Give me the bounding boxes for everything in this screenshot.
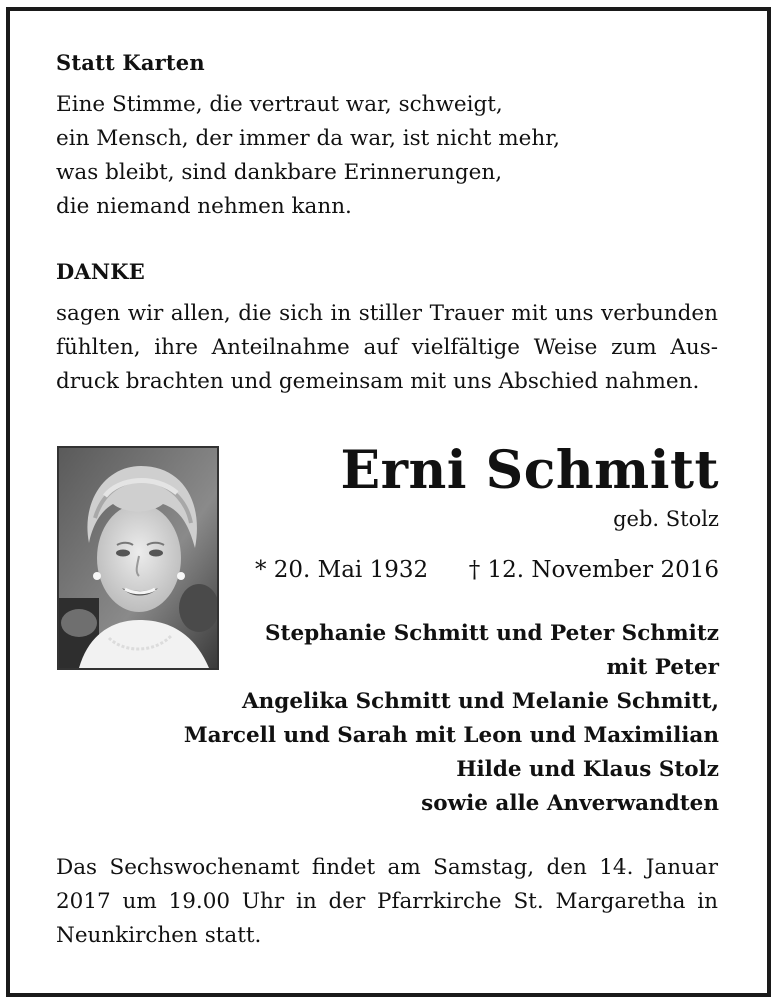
portrait-photo — [57, 446, 219, 670]
thanks-line: sagen wir allen, die sich in stiller Trauer mit uns verbunden — [56, 301, 718, 326]
mourner-line: sowie alle Anverwandten — [421, 791, 719, 816]
poem-line: ein Mensch, der immer da war, ist nicht mehr, — [56, 126, 560, 151]
danke-heading: DANKE — [56, 259, 145, 284]
thanks-line: fühlten, ihre Anteilnahme auf vielfältige Weise zum Aus- — [56, 335, 718, 360]
poem-line: was bleibt, sind dankbare Erinnerungen, — [56, 160, 503, 185]
maiden-name: geb. Stolz — [613, 507, 719, 531]
mourner-line: Hilde und Klaus Stolz — [456, 757, 719, 782]
poem-line: Eine Stimme, die vertraut war, schweigt, — [56, 92, 503, 117]
mourner-line: Stephanie Schmitt und Peter Schmitz — [265, 621, 719, 646]
death-date: † 12. November 2016 — [468, 557, 719, 583]
service-line: Neunkirchen statt. — [56, 923, 262, 948]
mourner-line: Angelika Schmitt und Melanie Schmitt, — [241, 689, 719, 714]
life-dates — [255, 557, 719, 583]
mourner-line: mit Peter — [606, 655, 719, 680]
mourner-line: Marcell und Sarah mit Leon und Maximilian — [183, 723, 719, 748]
statt-karten-heading: Statt Karten — [56, 50, 205, 75]
thanks-line: druck brachten und gemeinsam mit uns Abschied nahmen. — [56, 369, 700, 394]
service-line: 2017 um 19.00 Uhr in der Pfarrkirche St. Margaretha in — [56, 889, 718, 914]
portrait-illustration — [59, 448, 217, 668]
birth-date: * 20. Mai 1932 — [254, 557, 429, 583]
deceased-name: Erni Schmitt — [340, 440, 719, 501]
poem-line: die niemand nehmen kann. — [56, 194, 352, 219]
service-line: Das Sechswochenamt findet am Samstag, den 14. Januar — [56, 855, 718, 880]
